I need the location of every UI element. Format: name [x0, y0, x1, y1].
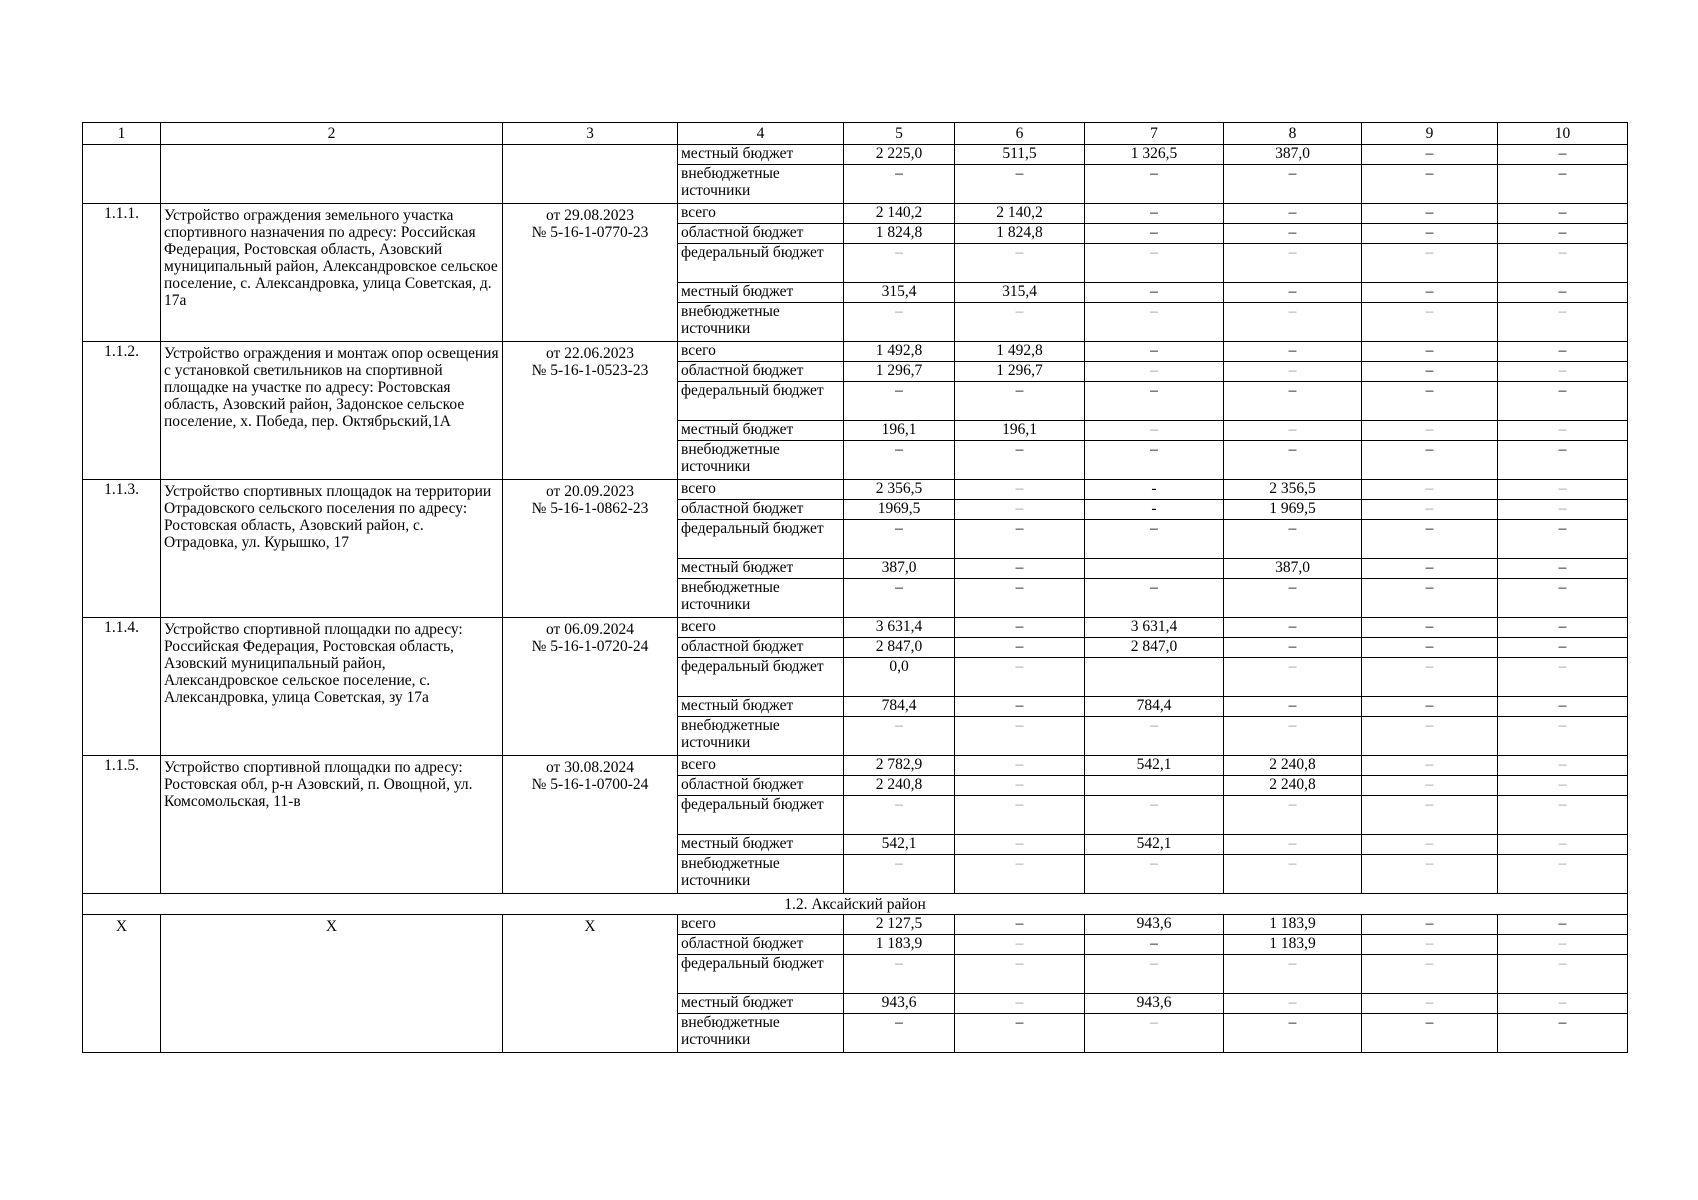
dash-cell: –	[1224, 283, 1362, 303]
value-cell: 1 492,8	[955, 342, 1085, 362]
document-date: от 30.08.2024	[546, 759, 634, 776]
carryover-name	[161, 145, 503, 204]
document-number: № 5-16-1-0700-24	[531, 776, 649, 793]
dash-cell: –	[1224, 520, 1362, 559]
dash-cell: –	[955, 915, 1085, 935]
header-row	[83, 123, 1628, 145]
value-cell: 1 183,9	[844, 935, 955, 955]
value-cell: 1 492,8	[844, 342, 955, 362]
dash-cell: –	[1498, 638, 1628, 658]
dash-cell: –	[1085, 342, 1224, 362]
dash-cell: –	[1224, 382, 1362, 421]
dash-cell: –	[1362, 362, 1498, 382]
value-cell: 784,4	[844, 697, 955, 717]
dash-cell: –	[844, 579, 955, 618]
dash-cell: –	[1498, 855, 1628, 894]
value-cell: 784,4	[1085, 697, 1224, 717]
item-document	[503, 204, 678, 342]
dash-cell: –	[1498, 480, 1628, 500]
dash-cell: –	[1362, 618, 1498, 638]
dash-cell: –	[1224, 658, 1362, 697]
source-label: всего	[678, 342, 844, 362]
source-label: федеральный бюджет	[678, 520, 844, 559]
dash-cell: –	[844, 303, 955, 342]
dash-cell: –	[1498, 382, 1628, 421]
dash-cell: –	[1498, 441, 1628, 480]
dash-cell: –	[1498, 165, 1628, 204]
dash-cell: –	[1362, 145, 1498, 165]
dash-cell: –	[844, 165, 955, 204]
source-label: местный бюджет	[678, 421, 844, 441]
table-row	[83, 618, 1628, 638]
value-cell: 943,6	[1085, 915, 1224, 935]
dash-cell: –	[1224, 303, 1362, 342]
value-cell: 2 240,8	[1224, 776, 1362, 796]
dash-cell: –	[1224, 441, 1362, 480]
item-number: 1.1.2.	[83, 342, 161, 480]
item-number: 1.1.3.	[83, 480, 161, 618]
item-number: 1.1.5.	[83, 756, 161, 894]
source-label: областной бюджет	[678, 776, 844, 796]
carryover-doc	[503, 145, 678, 204]
dash-cell: –	[955, 382, 1085, 421]
empty-cell	[1085, 658, 1224, 697]
source-label: местный бюджет	[678, 145, 844, 165]
x-mark: Х	[161, 915, 503, 1053]
value-cell: 2 225,0	[844, 145, 955, 165]
dash-cell: –	[844, 796, 955, 835]
dash-cell: –	[1498, 955, 1628, 994]
source-label: федеральный бюджет	[678, 244, 844, 283]
dash-cell: –	[955, 935, 1085, 955]
header-col-10: 10	[1498, 123, 1628, 145]
dash-cell: –	[1498, 717, 1628, 756]
value-cell: 943,6	[844, 994, 955, 1014]
section-row	[83, 894, 1628, 915]
document-date: от 29.08.2023	[546, 207, 634, 224]
dash-cell: –	[1498, 303, 1628, 342]
value-cell: 2 847,0	[844, 638, 955, 658]
value-cell: 943,6	[1085, 994, 1224, 1014]
dash-cell: –	[1498, 935, 1628, 955]
dash-cell: –	[1498, 520, 1628, 559]
dash-cell: –	[1362, 559, 1498, 579]
dash-cell: –	[1085, 717, 1224, 756]
header-col-8: 8	[1224, 123, 1362, 145]
source-label: всего	[678, 915, 844, 935]
value-cell: 3 631,4	[844, 618, 955, 638]
source-label: внебюджетные источники	[678, 303, 844, 342]
dash-cell: –	[1498, 204, 1628, 224]
dash-cell: –	[844, 520, 955, 559]
dash-cell: –	[844, 955, 955, 994]
dash-cell: –	[1224, 579, 1362, 618]
value-cell: 1 296,7	[955, 362, 1085, 382]
dash-cell: –	[955, 441, 1085, 480]
table-row	[83, 480, 1628, 500]
dash-cell: –	[955, 835, 1085, 855]
dash-cell: –	[1224, 244, 1362, 283]
dash-cell: –	[844, 855, 955, 894]
dash-cell: –	[1224, 224, 1362, 244]
header-col-3: 3	[503, 123, 678, 145]
dash-cell: –	[1224, 362, 1362, 382]
dash-cell: –	[1224, 855, 1362, 894]
dash-cell: –	[1498, 776, 1628, 796]
dash-cell: –	[1224, 165, 1362, 204]
dash-cell: –	[1362, 658, 1498, 697]
dash-cell: –	[1362, 244, 1498, 283]
source-label: областной бюджет	[678, 500, 844, 520]
dash-cell: –	[1362, 855, 1498, 894]
dash-cell: –	[1085, 955, 1224, 994]
dash-cell: –	[1362, 638, 1498, 658]
dash-cell: –	[955, 1014, 1085, 1053]
dash-cell: –	[1362, 935, 1498, 955]
dash-cell: –	[955, 697, 1085, 717]
dash-cell: –	[1362, 303, 1498, 342]
value-cell: 315,4	[844, 283, 955, 303]
source-label: федеральный бюджет	[678, 382, 844, 421]
dash-cell: –	[955, 994, 1085, 1014]
x-mark: Х	[503, 915, 678, 1053]
value-cell: 542,1	[1085, 756, 1224, 776]
source-label: внебюджетные источники	[678, 441, 844, 480]
value-cell: 511,5	[955, 145, 1085, 165]
empty-cell	[1085, 559, 1224, 579]
dash-cell: –	[1362, 165, 1498, 204]
value-cell: 387,0	[844, 559, 955, 579]
source-label: областной бюджет	[678, 362, 844, 382]
dash-cell: –	[1498, 697, 1628, 717]
item-name: Устройство ограждения и монтаж опор освещения с установкой светильников на спортивной площадке на участке по адресу: Ростовская область, Азовский район, Задонское сельское поселение, х. Победа, пер. Октябрьский,1А	[161, 342, 503, 480]
dash-cell: –	[1085, 224, 1224, 244]
value-cell: 2 140,2	[844, 204, 955, 224]
dash-cell: –	[1224, 638, 1362, 658]
item-name: Устройство ограждения земельного участка спортивного назначения по адресу: Российская Федерация, Ростовская область, Азовский муниципальный район, Александровское сельское поселение, с. Александровка, улица Советская, д. 17а	[161, 204, 503, 342]
dash-cell: –	[1085, 204, 1224, 224]
dash-cell: –	[1498, 244, 1628, 283]
table-row	[83, 204, 1628, 224]
source-label: местный бюджет	[678, 283, 844, 303]
dash-cell: –	[1362, 204, 1498, 224]
source-label: местный бюджет	[678, 697, 844, 717]
dash-cell: –	[1362, 579, 1498, 618]
dash-cell: –	[1224, 955, 1362, 994]
document-number: № 5-16-1-0523-23	[531, 362, 649, 379]
value-cell: 3 631,4	[1085, 618, 1224, 638]
source-label: всего	[678, 480, 844, 500]
value-cell: 1969,5	[844, 500, 955, 520]
dash-cell: –	[955, 717, 1085, 756]
dash-cell: –	[1498, 224, 1628, 244]
dash-cell: –	[1362, 342, 1498, 362]
item-document	[503, 480, 678, 618]
dash-cell: –	[1498, 283, 1628, 303]
dash-cell: –	[844, 717, 955, 756]
dash-cell: –	[955, 579, 1085, 618]
dash-cell: –	[1224, 204, 1362, 224]
dash-cell: –	[844, 382, 955, 421]
dash-cell: –	[844, 1014, 955, 1053]
dash-cell: –	[955, 955, 1085, 994]
value-cell: 2 356,5	[1224, 480, 1362, 500]
header-col-9: 9	[1362, 123, 1498, 145]
dash-cell: –	[1498, 835, 1628, 855]
header-col-6: 6	[955, 123, 1085, 145]
document-date: от 20.09.2023	[546, 483, 634, 500]
header-col-1: 1	[83, 123, 161, 145]
value-cell: 2 356,5	[844, 480, 955, 500]
dash-cell: –	[1498, 500, 1628, 520]
dash-cell: –	[1224, 994, 1362, 1014]
dash-cell: –	[1498, 915, 1628, 935]
dash-cell: –	[844, 244, 955, 283]
dash-cell: –	[1362, 283, 1498, 303]
dash-cell: –	[955, 303, 1085, 342]
value-cell: 1 296,7	[844, 362, 955, 382]
dash-cell: –	[1498, 421, 1628, 441]
source-label: внебюджетные источники	[678, 579, 844, 618]
dash-cell: –	[955, 756, 1085, 776]
dash-cell: –	[1362, 1014, 1498, 1053]
table-row	[83, 342, 1628, 362]
value-cell: 0,0	[844, 658, 955, 697]
dash-cell: –	[1085, 165, 1224, 204]
dash-cell: –	[1362, 796, 1498, 835]
dash-cell: –	[1085, 579, 1224, 618]
source-label: областной бюджет	[678, 638, 844, 658]
dash-cell: –	[1224, 1014, 1362, 1053]
hyphen-cell: -	[1085, 480, 1224, 500]
dash-cell: –	[1085, 382, 1224, 421]
value-cell: 2 240,8	[844, 776, 955, 796]
dash-cell: –	[1362, 955, 1498, 994]
source-label: внебюджетные источники	[678, 717, 844, 756]
dash-cell: –	[1224, 342, 1362, 362]
header-col-2: 2	[161, 123, 503, 145]
dash-cell: –	[955, 618, 1085, 638]
item-document	[503, 618, 678, 756]
document-number: № 5-16-1-0862-23	[531, 500, 649, 517]
dash-cell: –	[1085, 796, 1224, 835]
value-cell: 2 127,5	[844, 915, 955, 935]
budget-table	[82, 122, 1628, 1053]
dash-cell: –	[1224, 421, 1362, 441]
value-cell: 2 782,9	[844, 756, 955, 776]
source-label: местный бюджет	[678, 835, 844, 855]
source-label: всего	[678, 756, 844, 776]
dash-cell: –	[1498, 1014, 1628, 1053]
dash-cell: –	[1362, 520, 1498, 559]
dash-cell: –	[955, 520, 1085, 559]
dash-cell: –	[1362, 717, 1498, 756]
item-name: Устройство спортивной площадки по адресу: Ростовская обл, р-н Азовский, п. Овощной, ул. Комсомольская, 11-в	[161, 756, 503, 894]
source-label: всего	[678, 618, 844, 638]
dash-cell: –	[1224, 697, 1362, 717]
dash-cell: –	[955, 500, 1085, 520]
document-date: от 06.09.2024	[546, 621, 634, 638]
header-col-7: 7	[1085, 123, 1224, 145]
dash-cell: –	[1362, 500, 1498, 520]
dash-cell: –	[1362, 776, 1498, 796]
document-date: от 22.06.2023	[546, 345, 634, 362]
dash-cell: –	[1362, 382, 1498, 421]
source-label: местный бюджет	[678, 994, 844, 1014]
hyphen-cell: -	[1085, 500, 1224, 520]
source-label: федеральный бюджет	[678, 658, 844, 697]
dash-cell: –	[1362, 915, 1498, 935]
header-col-4: 4	[678, 123, 844, 145]
document-number: № 5-16-1-0770-23	[531, 224, 649, 241]
dash-cell: –	[1362, 756, 1498, 776]
value-cell: 2 847,0	[1085, 638, 1224, 658]
source-label: внебюджетные источники	[678, 165, 844, 204]
dash-cell: –	[1085, 283, 1224, 303]
dash-cell: –	[1498, 756, 1628, 776]
dash-cell: –	[1085, 935, 1224, 955]
dash-cell: –	[955, 658, 1085, 697]
dash-cell: –	[1498, 362, 1628, 382]
dash-cell: –	[1085, 1014, 1224, 1053]
dash-cell: –	[1362, 697, 1498, 717]
dash-cell: –	[955, 855, 1085, 894]
dash-cell: –	[1224, 717, 1362, 756]
dash-cell: –	[1362, 224, 1498, 244]
source-label: внебюджетные источники	[678, 1014, 844, 1053]
item-document	[503, 756, 678, 894]
document-number: № 5-16-1-0720-24	[531, 638, 649, 655]
dash-cell: –	[955, 796, 1085, 835]
dash-cell: –	[1498, 796, 1628, 835]
dash-cell: –	[1498, 559, 1628, 579]
source-label: внебюджетные источники	[678, 855, 844, 894]
dash-cell: –	[1362, 835, 1498, 855]
dash-cell: –	[844, 441, 955, 480]
dash-cell: –	[1362, 480, 1498, 500]
dash-cell: –	[1362, 994, 1498, 1014]
dash-cell: –	[1085, 303, 1224, 342]
section-title: 1.2. Аксайский район	[83, 894, 1628, 915]
value-cell: 387,0	[1224, 145, 1362, 165]
dash-cell: –	[1498, 994, 1628, 1014]
dash-cell: –	[1498, 658, 1628, 697]
dash-cell: –	[1224, 835, 1362, 855]
source-label: областной бюджет	[678, 935, 844, 955]
source-label: федеральный бюджет	[678, 955, 844, 994]
dash-cell: –	[1085, 441, 1224, 480]
dash-cell: –	[955, 638, 1085, 658]
item-name: Устройство спортивной площадки по адресу: Российская Федерация, Ростовская область, Азовский муниципальный район, Александровское сельское поселение, с. Александровка, улица Советская, зу 17а	[161, 618, 503, 756]
dash-cell: –	[1085, 244, 1224, 283]
dash-cell: –	[955, 165, 1085, 204]
item-name: Устройство спортивных площадок на территории Отрадовского сельского поселения по адресу: Ростовская область, Азовский район, с. Отрадовка, ул. Курышко, 17	[161, 480, 503, 618]
value-cell: 542,1	[1085, 835, 1224, 855]
dash-cell: –	[1085, 421, 1224, 441]
empty-cell	[1085, 776, 1224, 796]
table-row	[83, 145, 1628, 165]
dash-cell: –	[1498, 342, 1628, 362]
dash-cell: –	[1224, 618, 1362, 638]
dash-cell: –	[1362, 421, 1498, 441]
value-cell: 1 183,9	[1224, 915, 1362, 935]
source-label: федеральный бюджет	[678, 796, 844, 835]
value-cell: 1 326,5	[1085, 145, 1224, 165]
dash-cell: –	[1085, 855, 1224, 894]
dash-cell: –	[955, 480, 1085, 500]
item-number: 1.1.1.	[83, 204, 161, 342]
value-cell: 1 824,8	[955, 224, 1085, 244]
value-cell: 196,1	[955, 421, 1085, 441]
dash-cell: –	[1362, 441, 1498, 480]
source-label: областной бюджет	[678, 224, 844, 244]
value-cell: 387,0	[1224, 559, 1362, 579]
dash-cell: –	[1224, 796, 1362, 835]
table-row	[83, 756, 1628, 776]
value-cell: 542,1	[844, 835, 955, 855]
dash-cell: –	[1498, 145, 1628, 165]
source-label: всего	[678, 204, 844, 224]
dash-cell: –	[1085, 362, 1224, 382]
dash-cell: –	[1498, 618, 1628, 638]
value-cell: 2 140,2	[955, 204, 1085, 224]
carryover-num	[83, 145, 161, 204]
dash-cell: –	[955, 776, 1085, 796]
x-mark: Х	[83, 915, 161, 1053]
dash-cell: –	[955, 244, 1085, 283]
dash-cell: –	[1085, 520, 1224, 559]
value-cell: 1 183,9	[1224, 935, 1362, 955]
source-label: местный бюджет	[678, 559, 844, 579]
value-cell: 315,4	[955, 283, 1085, 303]
value-cell: 2 240,8	[1224, 756, 1362, 776]
table-row	[83, 915, 1628, 935]
item-number: 1.1.4.	[83, 618, 161, 756]
value-cell: 1 969,5	[1224, 500, 1362, 520]
dash-cell: –	[955, 559, 1085, 579]
item-document	[503, 342, 678, 480]
header-col-5: 5	[844, 123, 955, 145]
dash-cell: –	[1498, 579, 1628, 618]
value-cell: 1 824,8	[844, 224, 955, 244]
value-cell: 196,1	[844, 421, 955, 441]
